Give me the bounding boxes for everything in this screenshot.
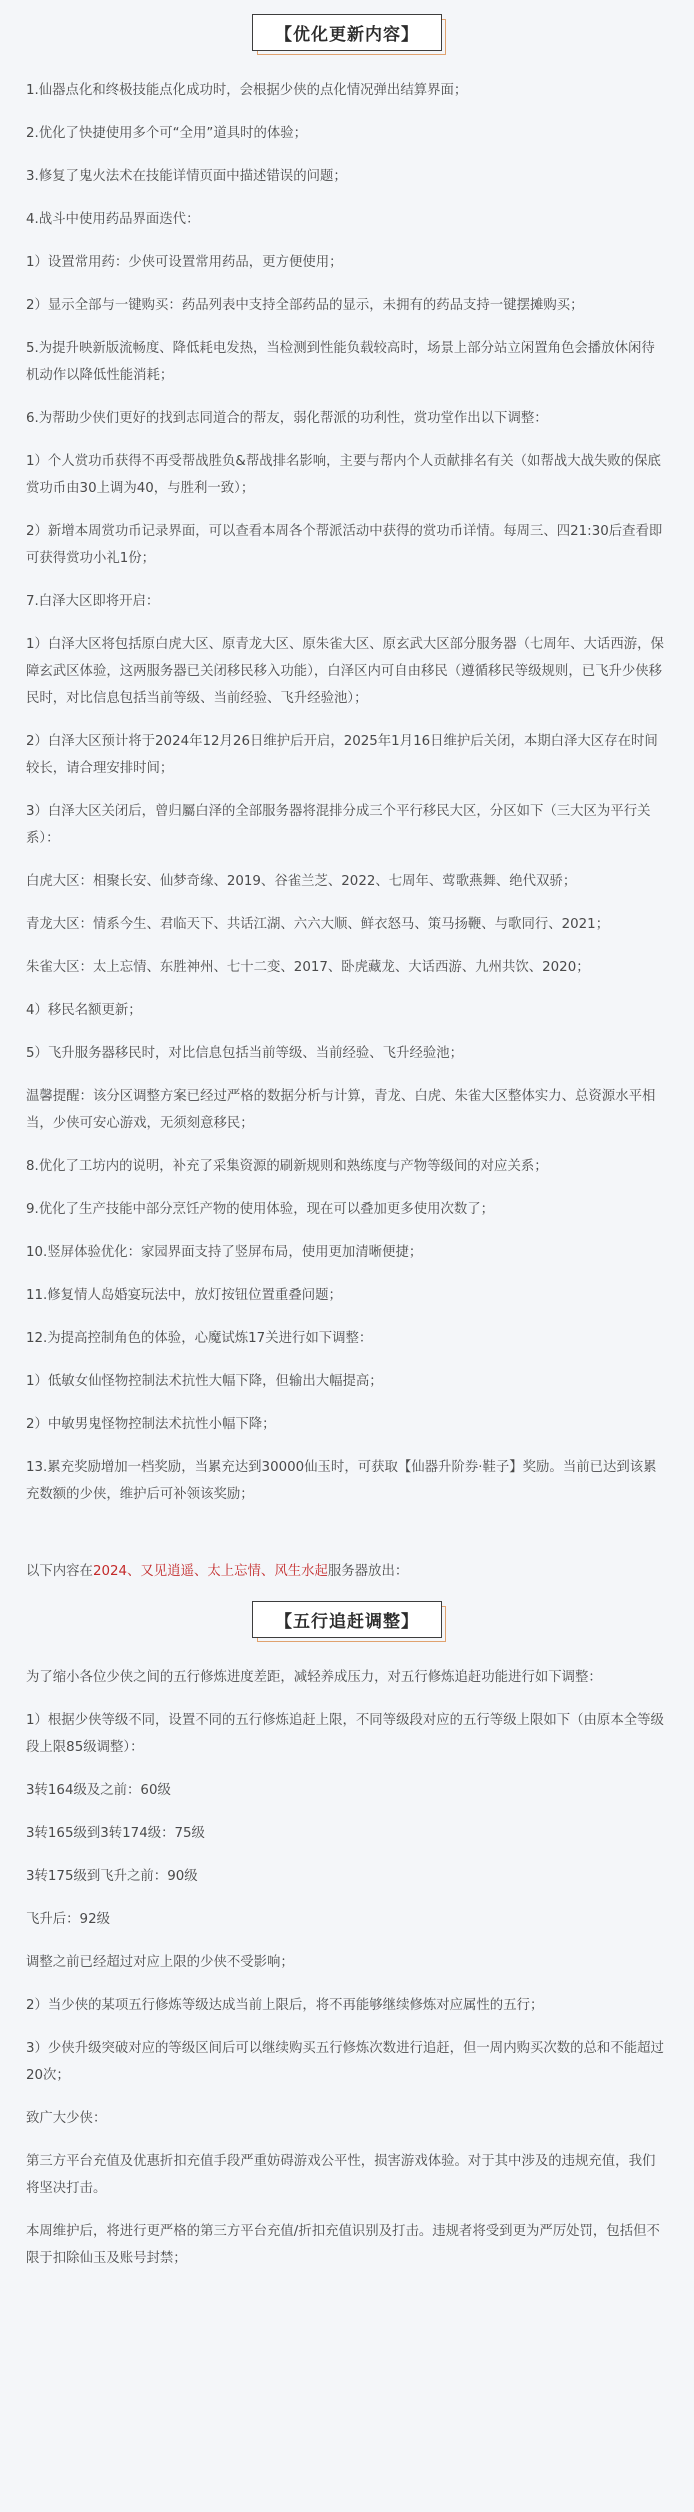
update-item: 2）白泽大区预计将于2024年12月26日维护后开启，2025年1月16日维护后关闭，本期白泽大区存在时间较长，请合理安排时间； (26, 734, 658, 776)
update-item: 1）低敏女仙怪物控制法术抗性大幅下降，但输出大幅提高； (26, 1374, 383, 1389)
section-title: 【优化更新内容】 (252, 14, 442, 51)
update-item: 2.优化了快捷使用多个可“全用”道具时的体验； (26, 126, 308, 141)
section-spacer (26, 1524, 668, 1558)
adjustment-item: 为了缩小各位少侠之间的五行修炼进度差距，减轻养成压力，对五行修炼追赶功能进行如下调整： (26, 1670, 602, 1685)
update-item: 朱雀大区：太上忘情、东胜神州、七十二变、2017、卧虎藏龙、大话西游、九州共饮、2020； (26, 960, 590, 975)
update-item: 9.优化了生产技能中部分烹饪产物的使用体验，现在可以叠加更多使用次数了； (26, 1202, 495, 1217)
adjustment-item: 致广大少侠： (26, 2111, 107, 2126)
adjustment-item: 飞升后：92级 (26, 1912, 110, 1927)
server-note (26, 1558, 668, 1585)
update-item: 1.仙器点化和终极技能点化成功时，会根据少侠的点化情况弹出结算界面； (26, 83, 468, 98)
adjustment-item: 3转165级到3转174级：75级 (26, 1826, 205, 1841)
update-item: 4）移民名额更新； (26, 1003, 142, 1018)
update-item: 11.修复情人岛婚宴玩法中，放灯按钮位置重叠问题； (26, 1288, 342, 1303)
section-title: 【五行追赶调整】 (252, 1601, 442, 1638)
update-item: 7.白泽大区即将开启： (26, 594, 160, 609)
update-item: 13.累充奖励增加一档奖励，当累充达到30000仙玉时，可获取【仙器升阶券·鞋子】奖励。当前已达到该累充数额的少侠，维护后可补领该奖励； (26, 1460, 657, 1502)
update-item: 12.为提高控制角色的体验，心魔试炼17关进行如下调整： (26, 1331, 373, 1346)
update-item: 2）显示全部与一键购买：药品列表中支持全部药品的显示，未拥有的药品支持一键摆摊购买； (26, 298, 584, 313)
update-item: 1）白泽大区将包括原白虎大区、原青龙大区、原朱雀大区、原玄武大区部分服务器（七周年、大话西游，保障玄武区体验，这两服务器已关闭移民移入功能），白泽区内可自由移民（遵循移民等级规则，已飞升少侠移民时，对比信息包括当前等级、当前经验、飞升经验池）； (26, 637, 664, 706)
update-item: 1）个人赏功币获得不再受帮战胜负&帮战排名影响，主要与帮内个人贡献排名有关（如帮战大战失败的保底赏功币由30上调为40，与胜利一致）； (26, 454, 661, 496)
adjustment-item: 第三方平台充值及优惠折扣充值手段严重妨碍游戏公平性，损害游戏体验。对于其中涉及的违规充值，我们将坚决打击。 (26, 2154, 656, 2196)
adjustment-item: 调整之前已经超过对应上限的少侠不受影响； (26, 1955, 294, 1970)
adjustment-item: 3转175级到飞升之前：90级 (26, 1869, 198, 1884)
update-item: 白虎大区：相聚长安、仙梦奇缘、2019、谷雀兰芝、2022、七周年、莺歌燕舞、绝代双骄； (26, 874, 577, 889)
server-list: 2024、又见逍遥、太上忘情、风生水起 (92, 1564, 328, 1579)
update-item: 2）中敏男鬼怪物控制法术抗性小幅下降； (26, 1417, 276, 1432)
update-item: 青龙大区：情系今生、君临天下、共话江湖、六六大顺、鲜衣怒马、策马扬鞭、与歌同行、2021； (26, 917, 610, 932)
server-note-suffix: 服务器放出： (327, 1564, 409, 1579)
update-item: 4.战斗中使用药品界面迭代： (26, 212, 200, 227)
update-item: 5.为提升映新版流畅度、降低耗电发热，当检测到性能负载较高时，场景上部分站立闲置角色会播放休闲待机动作以降低性能消耗； (26, 341, 655, 383)
update-item: 10.竖屏体验优化：家园界面支持了竖屏布局，使用更加清晰便捷； (26, 1245, 423, 1260)
server-note-prefix: 以下内容在 (26, 1564, 93, 1579)
update-item: 2）新增本周赏功币记录界面，可以查看本周各个帮派活动中获得的赏功币详情。每周三、四21:30后查看即可获得赏功小礼1份； (26, 524, 663, 566)
optimization-list (26, 77, 668, 1508)
five-elements-list (26, 1664, 668, 2272)
update-item: 温馨提醒：该分区调整方案已经过严格的数据分析与计算，青龙、白虎、朱雀大区整体实力、总资源水平相当，少侠可安心游戏，无须刻意移民； (26, 1089, 656, 1131)
update-item: 8.优化了工坊内的说明，补充了采集资源的刷新规则和熟练度与产物等级间的对应关系； (26, 1159, 548, 1174)
update-item: 3.修复了鬼火法术在技能详情页面中描述错误的问题； (26, 169, 347, 184)
update-item: 3）白泽大区关闭后，曾归屬白泽的全部服务器将混排分成三个平行移民大区，分区如下（三大区为平行关系）： (26, 804, 651, 846)
adjustment-item: 1）根据少侠等级不同，设置不同的五行修炼追赶上限，不同等级段对应的五行等级上限如下（由原本全等级段上限85级调整）： (26, 1713, 664, 1755)
adjustment-item: 本周维护后，将进行更严格的第三方平台充值/折扣充值识别及打击。违规者将受到更为严厉处罚，包括但不限于扣除仙玉及账号封禁； (26, 2224, 660, 2266)
update-item: 1）设置常用药：少侠可设置常用药品，更方便使用； (26, 255, 343, 270)
update-item: 6.为帮助少侠们更好的找到志同道合的帮友，弱化帮派的功利性，赏功堂作出以下调整： (26, 411, 548, 426)
adjustment-item: 3）少侠升级突破对应的等级区间后可以继续购买五行修炼次数进行追赶，但一周内购买次数的总和不能超过20次； (26, 2041, 664, 2083)
adjustment-item: 3转164级及之前：60级 (26, 1783, 171, 1798)
section-five-elements (26, 1601, 668, 1638)
update-item: 5）飞升服务器移民时，对比信息包括当前等级、当前经验、飞升经验池； (26, 1046, 464, 1061)
section-optimization (26, 14, 668, 51)
adjustment-item: 2）当少侠的某项五行修炼等级达成当前上限后，将不再能够继续修炼对应属性的五行； (26, 1998, 544, 2013)
